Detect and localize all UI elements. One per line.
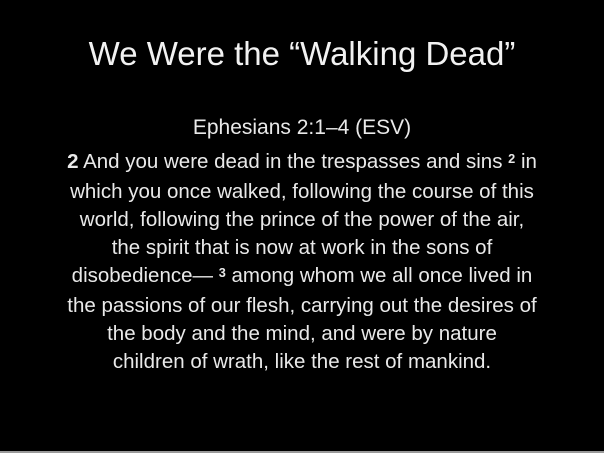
slide-title: We Were the “Walking Dead”: [88, 35, 516, 72]
verse-line: [0, 292, 604, 320]
verse-line-text: disobedience—: [71, 264, 213, 287]
verse-line-text: the passions of our flesh, carrying out the desires of: [67, 294, 537, 317]
verse-line-text: children of wrath, like the rest of mankind.: [112, 350, 492, 373]
verse-number-superscript: 2: [508, 150, 516, 166]
verse-line: [0, 262, 604, 292]
verse-text-block: [0, 148, 604, 376]
verse-line: [0, 348, 604, 376]
verse-line-text: which you once walked, following the course of this: [70, 180, 534, 203]
verse-line-text: in: [520, 150, 537, 173]
verse-line-text: the body and the mind, and were by nature: [107, 322, 497, 345]
verse-line: [0, 234, 604, 262]
verse-line: [0, 206, 604, 234]
verse-line: [0, 320, 604, 348]
verse-line: [0, 148, 604, 178]
verse-line-text: And you were dead in the trespasses and sins: [83, 150, 503, 173]
verse-line: [0, 178, 604, 206]
verse-line-text: world, following the prince of the power of the air,: [79, 208, 525, 231]
verse-line-text: among whom we all once lived in: [231, 264, 533, 287]
chapter-number: 2: [67, 150, 79, 173]
scripture-reference: Ephesians 2:1–4 (ESV): [192, 116, 412, 139]
verse-line-text: the spirit that is now at work in the sons of: [111, 236, 493, 259]
verse-number-superscript: 3: [218, 264, 226, 280]
